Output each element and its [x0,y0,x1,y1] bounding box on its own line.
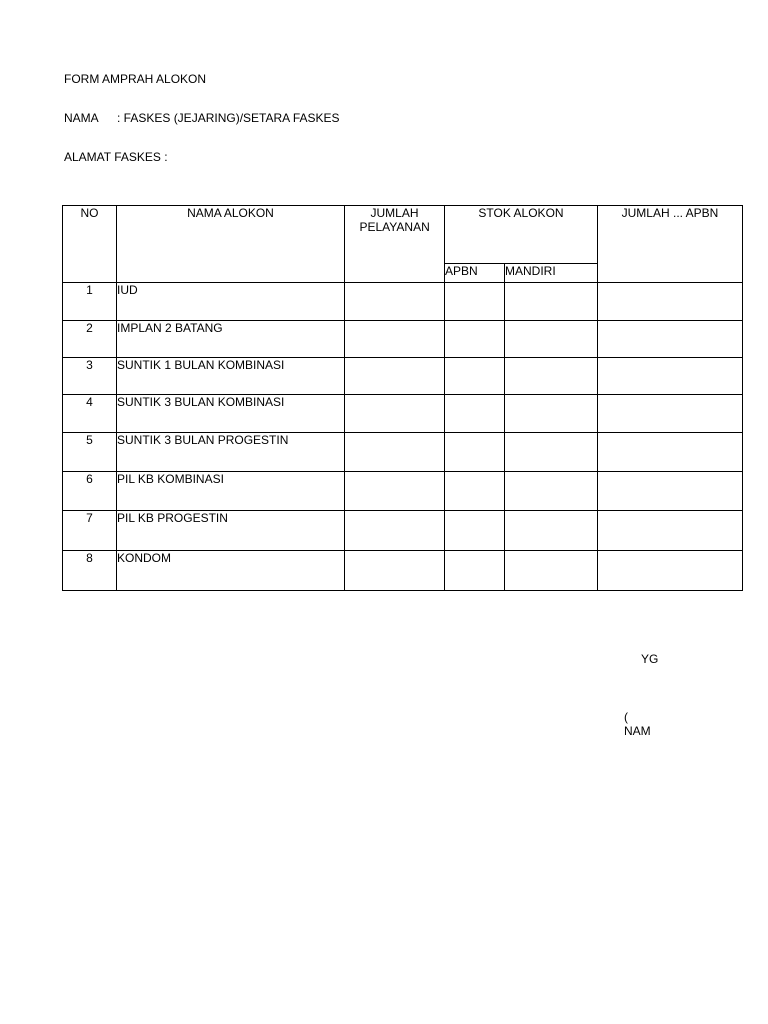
header-nama-alokon: NAMA ALOKON [117,206,345,283]
cell-apbn[interactable] [445,358,505,395]
header-mandiri: MANDIRI [505,264,598,283]
row-name: IMPLAN 2 BATANG [117,321,345,358]
cell-mandiri[interactable] [505,283,598,321]
row-no: 1 [63,283,117,321]
row-name: PIL KB PROGESTIN [117,511,345,551]
cell-jumlah-apbn[interactable] [598,472,743,511]
cell-jumlah-apbn[interactable] [598,358,743,395]
header-jumlah-apbn-text: JUMLAH ... APBN [621,206,719,220]
cell-jumlah-apbn[interactable] [598,433,743,472]
cell-jumlah-pelayanan[interactable] [345,358,445,395]
row-name: SUNTIK 3 BULAN PROGESTIN [117,433,345,472]
cell-jumlah-apbn[interactable] [598,283,743,321]
nama-value: : FASKES (JEJARING)/SETARA FASKES [117,111,340,125]
row-name: KONDOM [117,551,345,591]
row-name: SUNTIK 3 BULAN KOMBINASI [117,395,345,433]
header-jumlah-pelayanan [345,206,445,283]
cell-apbn[interactable] [445,472,505,511]
cell-jumlah-apbn[interactable] [598,321,743,358]
signature-line-2: ( NAM [624,710,651,738]
cell-mandiri[interactable] [505,472,598,511]
cell-jumlah-pelayanan[interactable] [345,283,445,321]
cell-jumlah-pelayanan[interactable] [345,321,445,358]
cell-mandiri[interactable] [505,551,598,591]
cell-jumlah-pelayanan[interactable] [345,395,445,433]
cell-jumlah-apbn[interactable] [598,511,743,551]
cell-mandiri[interactable] [505,433,598,472]
header-no: NO [63,206,117,283]
cell-apbn[interactable] [445,321,505,358]
form-title: FORM AMPRAH ALOKON [64,72,207,86]
row-no: 8 [63,551,117,591]
cell-apbn[interactable] [445,551,505,591]
row-no: 2 [63,321,117,358]
cell-apbn[interactable] [445,433,505,472]
row-no: 6 [63,472,117,511]
cell-jumlah-pelayanan[interactable] [345,472,445,511]
row-name: IUD [117,283,345,321]
row-no: 5 [63,433,117,472]
cell-jumlah-pelayanan[interactable] [345,511,445,551]
row-no: 4 [63,395,117,433]
cell-mandiri[interactable] [505,358,598,395]
row-no: 3 [63,358,117,395]
header-stok-alokon: STOK ALOKON [445,206,598,264]
row-name: PIL KB KOMBINASI [117,472,345,511]
cell-apbn[interactable] [445,511,505,551]
cell-mandiri[interactable] [505,321,598,358]
signature-line-1: YG [641,652,659,666]
cell-jumlah-pelayanan[interactable] [345,551,445,591]
cell-jumlah-pelayanan[interactable] [345,433,445,472]
header-jumlah-pelayanan-text: JUMLAH PELAYANAN [359,206,430,234]
cell-mandiri[interactable] [505,511,598,551]
nama-label: NAMA [64,111,99,125]
header-apbn: APBN [445,264,505,283]
header-jumlah-apbn [598,206,743,283]
row-name: SUNTIK 1 BULAN KOMBINASI [117,358,345,395]
cell-jumlah-apbn[interactable] [598,551,743,591]
cell-mandiri[interactable] [505,395,598,433]
cell-apbn[interactable] [445,395,505,433]
row-no: 7 [63,511,117,551]
cell-apbn[interactable] [445,283,505,321]
alokon-table [62,205,743,591]
alamat-label: ALAMAT FASKES : [64,150,168,164]
cell-jumlah-apbn[interactable] [598,395,743,433]
